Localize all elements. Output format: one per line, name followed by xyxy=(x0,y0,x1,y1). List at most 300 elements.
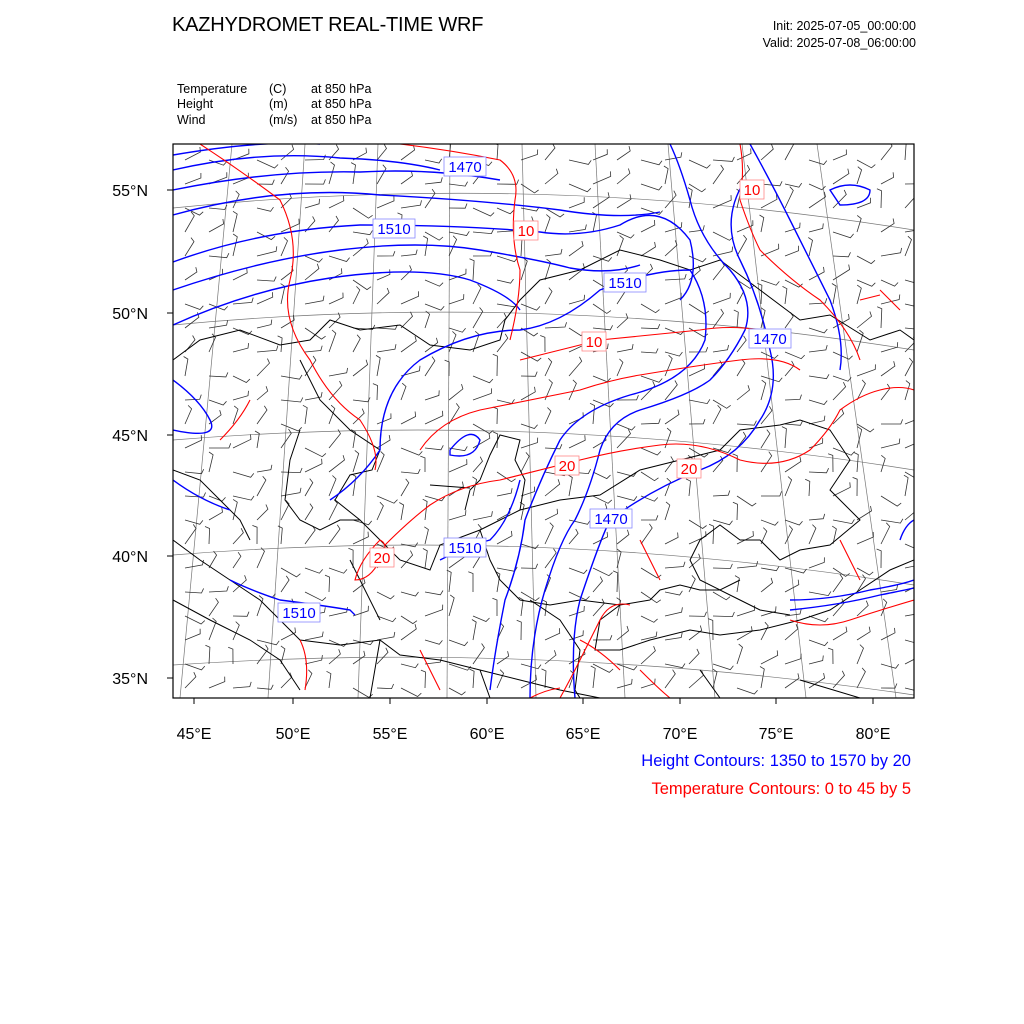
wind-barb xyxy=(257,640,279,645)
wind-barb xyxy=(545,479,560,496)
wind-barb xyxy=(665,591,682,595)
wind-barb xyxy=(473,229,494,234)
wind-barb xyxy=(185,435,202,448)
wind-barb xyxy=(305,264,319,280)
wind-barb xyxy=(734,310,739,328)
wind-barb xyxy=(401,291,419,304)
wind-barb xyxy=(689,520,707,529)
wind-barb xyxy=(737,235,747,256)
wind-barb xyxy=(809,328,827,333)
wind-barb xyxy=(569,529,578,544)
wind-barb xyxy=(833,150,846,161)
wind-barb xyxy=(185,405,192,424)
lon-label: 50°E xyxy=(275,726,311,743)
wind-barb xyxy=(569,184,591,192)
svg-text:1470: 1470 xyxy=(753,331,787,348)
wind-barb xyxy=(809,468,829,473)
wind-barb xyxy=(257,465,272,472)
wind-barb xyxy=(257,476,266,496)
wind-barb xyxy=(353,450,359,472)
wind-barb xyxy=(641,448,661,455)
wind-barb xyxy=(470,669,475,688)
wind-barb xyxy=(329,256,350,262)
wind-barb xyxy=(689,347,708,352)
wind-barb xyxy=(905,381,910,400)
wind-barb xyxy=(905,414,919,425)
wind-barb xyxy=(857,167,862,184)
wind-barb xyxy=(593,577,603,593)
wind-barb xyxy=(257,180,274,185)
wind-barb xyxy=(233,496,254,500)
wind-barb xyxy=(353,208,373,218)
wind-barb xyxy=(401,469,420,474)
temperature-legend: Temperature Contours: 0 to 45 by 5 xyxy=(651,780,911,798)
wind-barb xyxy=(617,626,629,640)
wind-barb xyxy=(185,238,194,256)
wind-barb xyxy=(205,527,210,545)
wind-barb xyxy=(401,336,416,352)
wind-barb xyxy=(473,208,494,216)
wind-barb xyxy=(761,491,782,496)
wind-barb xyxy=(470,259,475,280)
wind-barb xyxy=(497,208,514,214)
wind-barb xyxy=(689,649,699,664)
wind-barb xyxy=(497,670,504,688)
wind-barb xyxy=(881,628,895,640)
wind-barb xyxy=(689,626,702,641)
wind-barb xyxy=(233,682,251,688)
wind-barb xyxy=(665,456,673,472)
wind-barb xyxy=(545,549,556,568)
wind-barb xyxy=(205,645,210,664)
wind-barb xyxy=(857,532,873,544)
wind-barb xyxy=(353,532,368,544)
wind-barb xyxy=(833,169,849,184)
wind-barb xyxy=(425,177,442,184)
wind-barb xyxy=(185,629,200,640)
wind-barb xyxy=(569,357,582,376)
field-level: at 850 hPa xyxy=(311,82,372,96)
wind-barb xyxy=(401,592,419,596)
wind-barb xyxy=(473,376,493,383)
lat-ticks xyxy=(167,190,173,678)
wind-barb xyxy=(401,688,421,697)
wind-barb xyxy=(377,251,395,256)
wind-barb xyxy=(257,685,273,690)
wind-barb xyxy=(665,607,682,616)
wind-barb xyxy=(209,677,225,688)
lon-label: 60°E xyxy=(469,726,505,743)
wind-barb xyxy=(713,157,734,162)
wind-barb xyxy=(853,477,858,496)
svg-text:1470: 1470 xyxy=(594,511,628,528)
wind-barb xyxy=(425,390,439,400)
wind-barb xyxy=(449,510,466,520)
wind-barb xyxy=(329,196,344,208)
wind-barb xyxy=(761,280,779,285)
wind-barb xyxy=(449,204,467,209)
wind-barb xyxy=(449,231,469,235)
lon-label: 75°E xyxy=(758,726,794,743)
wind-barb xyxy=(833,352,853,359)
wind-barb xyxy=(305,479,313,496)
wind-barb xyxy=(713,612,734,617)
wind-barb xyxy=(568,475,572,496)
wind-barb xyxy=(377,632,395,640)
wind-barb xyxy=(809,656,823,665)
height-label xyxy=(278,603,320,622)
wind-barb xyxy=(833,376,851,381)
wind-barb xyxy=(449,403,459,424)
wind-barb xyxy=(689,184,706,192)
temperature-label xyxy=(555,456,579,475)
wind-barb xyxy=(709,524,714,544)
lon-label: 65°E xyxy=(565,726,601,743)
wind-barb xyxy=(809,160,827,165)
wind-barb xyxy=(857,312,872,329)
temperature-label xyxy=(582,332,606,351)
wind-barb xyxy=(353,360,368,376)
wind-barb xyxy=(257,359,270,376)
wind-barb xyxy=(425,411,443,424)
wind-barb xyxy=(785,624,798,640)
wind-barb xyxy=(881,523,890,544)
wind-barb xyxy=(783,286,787,304)
wind-barb xyxy=(689,160,710,168)
wind-barb xyxy=(305,592,326,601)
field-name: Height xyxy=(177,97,214,111)
wind-barb xyxy=(665,502,670,520)
wind-barb xyxy=(399,503,403,521)
wind-barb xyxy=(809,374,829,378)
wind-barb xyxy=(449,294,464,304)
wind-barb xyxy=(425,280,443,286)
wind-barb xyxy=(590,403,595,424)
wind-barb xyxy=(353,280,371,290)
height-legend: Height Contours: 1350 to 1570 by 20 xyxy=(641,752,911,770)
wind-barb xyxy=(423,549,427,569)
wind-barb xyxy=(329,368,348,376)
wind-barb xyxy=(761,566,779,570)
wind-barb xyxy=(641,304,660,313)
wind-barb xyxy=(785,520,803,525)
wind-barb xyxy=(233,434,251,448)
wind-barb xyxy=(281,576,289,592)
wind-barb xyxy=(233,191,239,208)
wind-barb xyxy=(420,456,425,472)
wind-barb xyxy=(473,424,493,434)
wind-barb xyxy=(713,405,721,424)
wind-barb xyxy=(305,632,323,640)
wind-barb xyxy=(521,184,539,193)
wind-barb xyxy=(593,568,613,576)
wind-barb xyxy=(641,616,658,622)
wind-barb xyxy=(473,388,492,400)
wind-barb xyxy=(905,544,926,552)
wind-barb xyxy=(569,568,587,574)
wind-barb xyxy=(881,384,890,400)
wind-barb xyxy=(305,526,315,544)
wind-barb xyxy=(593,304,611,313)
wind-barb xyxy=(255,431,259,448)
wind-barb xyxy=(377,165,386,184)
wind-barb xyxy=(733,502,738,520)
wind-barb xyxy=(737,688,758,694)
wind-barb xyxy=(233,391,249,400)
wind-barb xyxy=(905,304,926,308)
wind-barb xyxy=(281,568,300,577)
wind-barb xyxy=(425,357,435,376)
wind-barb xyxy=(377,435,390,448)
wind-barb xyxy=(905,560,921,568)
wind-barb xyxy=(401,145,415,160)
map-title: KAZHYDROMET REAL-TIME WRF xyxy=(172,14,484,36)
wind-barb xyxy=(641,472,659,481)
wind-barb xyxy=(881,172,894,184)
wind-barb xyxy=(641,524,652,544)
wind-barb xyxy=(425,311,430,328)
lon-label: 55°E xyxy=(372,726,408,743)
wind-barb xyxy=(233,528,243,544)
wind-barb xyxy=(542,600,546,616)
wind-barb xyxy=(521,258,527,280)
wind-barb xyxy=(473,511,492,520)
wind-barb xyxy=(281,237,288,256)
wind-barb xyxy=(761,452,772,472)
wind-barb xyxy=(329,640,347,646)
wind-barb xyxy=(641,419,660,424)
wind-barb xyxy=(877,189,882,208)
wind-barb xyxy=(617,429,631,448)
wind-barb xyxy=(641,184,662,190)
wind-barb xyxy=(425,605,443,616)
wind-barb xyxy=(857,601,868,616)
wind-barb xyxy=(545,509,558,520)
wind-barb xyxy=(904,475,908,496)
wind-barb xyxy=(401,479,409,496)
wind-barb xyxy=(713,564,732,569)
wind-barb xyxy=(881,664,899,668)
wind-barb xyxy=(449,331,456,352)
wind-barb xyxy=(493,354,498,376)
field-name: Temperature xyxy=(177,82,248,96)
wind-barb xyxy=(353,397,370,401)
wind-barb xyxy=(497,256,518,262)
wind-barb xyxy=(641,160,662,165)
lat-label: 35°N xyxy=(112,671,148,688)
wind-barb xyxy=(257,320,272,328)
wind-barb xyxy=(593,635,612,640)
wind-barb xyxy=(209,400,227,405)
wind-barb xyxy=(881,361,895,376)
wind-barb xyxy=(641,646,655,664)
wind-barb xyxy=(761,376,782,382)
wind-barb xyxy=(785,673,799,688)
wind-barb xyxy=(613,571,618,592)
svg-text:1510: 1510 xyxy=(377,221,411,238)
wind-barb xyxy=(209,598,218,616)
height-label xyxy=(373,219,415,238)
wind-barb xyxy=(521,564,538,569)
wind-barb xyxy=(185,524,196,544)
wind-barb xyxy=(521,304,540,310)
wind-barb xyxy=(257,406,267,424)
wind-barb xyxy=(569,225,586,233)
wind-barb xyxy=(305,504,313,520)
wind-barb xyxy=(303,405,307,424)
wind-barb xyxy=(472,620,476,641)
wind-barb xyxy=(665,240,677,256)
wind-barb xyxy=(401,412,416,425)
wind-barb xyxy=(905,437,919,448)
wind-barb xyxy=(833,519,854,523)
wind-barb xyxy=(761,380,766,400)
wind-barb xyxy=(833,232,854,238)
wind-barb xyxy=(521,544,539,549)
wind-barb xyxy=(665,428,671,448)
wind-barb xyxy=(305,448,326,457)
wind-barb xyxy=(665,670,675,688)
valid-time: Valid: 2025-07-08_06:00:00 xyxy=(762,36,916,50)
wind-barb xyxy=(473,616,490,622)
wind-barb xyxy=(233,234,237,256)
wind-barb xyxy=(569,160,591,164)
wind-barb xyxy=(902,142,907,160)
wind-barb xyxy=(233,406,238,424)
wind-barb xyxy=(327,671,331,688)
wind-barb xyxy=(281,145,294,160)
wind-barb xyxy=(617,235,623,256)
wind-barb xyxy=(492,598,497,616)
wind-barb xyxy=(257,505,268,521)
svg-text:10: 10 xyxy=(743,182,761,199)
wind-barb xyxy=(665,478,671,496)
wind-barb xyxy=(713,520,733,525)
wind-barb xyxy=(713,261,724,280)
wind-barb xyxy=(233,612,249,617)
wind-barb xyxy=(329,162,335,184)
wind-barb xyxy=(401,383,406,400)
wind-barb xyxy=(713,165,724,184)
temperature-label xyxy=(370,548,394,567)
wind-barb xyxy=(305,296,324,304)
wind-barb xyxy=(421,670,426,688)
wind-barb xyxy=(329,568,347,573)
wind-barb xyxy=(809,591,831,595)
wind-barb xyxy=(545,215,550,233)
wind-barb xyxy=(449,384,463,400)
wind-barb xyxy=(737,385,750,400)
wind-barb xyxy=(569,592,590,600)
wind-barb xyxy=(785,568,807,573)
wind-barb xyxy=(329,216,339,232)
wind-barb xyxy=(809,223,823,232)
temperature-label xyxy=(677,459,701,478)
wind-barb xyxy=(377,592,394,599)
wind-barb xyxy=(329,500,337,520)
wind-barb xyxy=(233,622,239,640)
wind-barb xyxy=(233,376,250,383)
wind-barb xyxy=(828,648,833,664)
wind-barb xyxy=(805,479,810,496)
field-unit: (m/s) xyxy=(269,113,298,127)
wind-barb xyxy=(689,399,710,403)
wind-barb xyxy=(760,667,764,689)
wind-barb xyxy=(809,525,816,544)
wind-barb xyxy=(857,645,864,664)
wind-barb xyxy=(185,212,194,232)
wind-barb xyxy=(185,588,204,593)
wind-barb xyxy=(737,626,752,640)
wind-barb xyxy=(329,455,345,472)
wind-barb xyxy=(665,381,677,401)
wind-barb xyxy=(881,455,885,472)
height-label xyxy=(749,329,791,348)
wind-barb xyxy=(785,187,793,208)
wind-barb xyxy=(905,652,918,664)
wind-barb xyxy=(593,325,613,330)
wind-barb xyxy=(760,215,764,232)
wind-barb xyxy=(521,592,539,601)
field-name: Wind xyxy=(177,113,206,127)
wind-barb xyxy=(569,380,576,400)
wind-barb xyxy=(353,335,360,352)
wind-barb xyxy=(424,527,428,544)
wind-barb xyxy=(545,358,552,376)
wind-barb xyxy=(641,324,660,329)
wind-barb xyxy=(497,334,508,352)
wind-barb xyxy=(857,256,875,264)
wind-barb xyxy=(545,628,560,640)
field-unit: (C) xyxy=(269,82,287,96)
wind-barb xyxy=(785,477,792,497)
wind-barb xyxy=(809,345,827,352)
height-label xyxy=(444,538,486,557)
wind-barb xyxy=(809,616,828,622)
wind-barb xyxy=(353,230,373,234)
wind-barb xyxy=(881,439,900,448)
wind-barb xyxy=(617,232,634,238)
wind-barb xyxy=(425,304,444,310)
wind-barb xyxy=(209,586,228,592)
wind-barb xyxy=(257,207,274,211)
wind-barb xyxy=(497,279,514,283)
wind-barb xyxy=(593,400,614,407)
wind-barb xyxy=(617,194,631,208)
wind-barb xyxy=(785,246,799,256)
wind-barb xyxy=(761,430,770,448)
wind-barb xyxy=(905,236,912,256)
wind-barb xyxy=(377,684,394,689)
wind-barb xyxy=(329,429,341,448)
wind-barb xyxy=(184,357,188,377)
wind-barb xyxy=(517,620,522,640)
wind-barb xyxy=(877,307,882,328)
svg-text:1510: 1510 xyxy=(448,540,482,557)
wind-barb xyxy=(833,482,850,496)
wind-barb xyxy=(857,280,875,286)
wind-barb xyxy=(617,169,630,185)
wind-barb xyxy=(209,452,213,472)
wind-barb xyxy=(545,444,562,449)
svg-text:1470: 1470 xyxy=(448,159,482,176)
wind-barb xyxy=(809,438,823,448)
wind-barb xyxy=(545,650,556,664)
wind-barb xyxy=(617,313,628,328)
wind-barb xyxy=(761,622,768,640)
wind-barb xyxy=(808,238,812,257)
wind-barb xyxy=(401,448,422,455)
